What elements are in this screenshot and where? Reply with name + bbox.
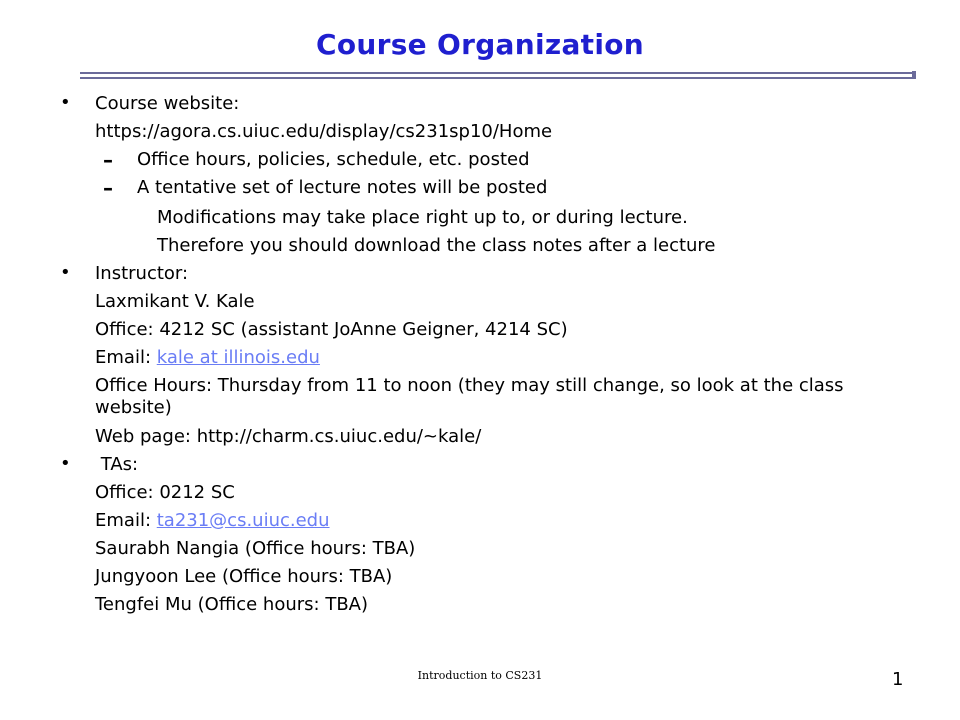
website-sub-lecture-notes: A tentative set of lecture notes will be posted [137, 177, 548, 198]
bullet-icon: • [60, 262, 71, 283]
tas-email [95, 510, 330, 532]
instructor-email [95, 347, 320, 369]
ta-jungyoon: Jungyoon Lee (Office hours: TBA) [95, 566, 393, 587]
instructor-web-page: Web page: http://charm.cs.uiuc.edu/~kale/ [95, 426, 482, 447]
dash-icon: – [103, 176, 113, 200]
instructor-email-label: Email: [95, 347, 157, 368]
instructor-name: Laxmikant V. Kale [95, 291, 255, 312]
dash-icon: – [103, 148, 113, 172]
website-url: https://agora.cs.uiuc.edu/display/cs231sp10/Home [95, 121, 553, 142]
tas-email-link[interactable]: ta231@cs.uiuc.edu [156, 510, 330, 531]
instructor-office: Office: 4212 SC (assistant JoAnne Geigner, 4214 SC) [95, 319, 568, 340]
instructor-label: Instructor: [95, 263, 189, 284]
page-number: 1 [892, 669, 904, 690]
tas-office: Office: 0212 SC [95, 482, 235, 503]
tas-label: TAs: [95, 454, 139, 475]
website-note-download: Therefore you should download the class notes after a lecture [157, 235, 716, 256]
instructor-office-hours: Office Hours: Thursday from 11 to noon (they may still change, so look at the class website) [95, 375, 844, 418]
website-label: Course website: [95, 93, 240, 114]
tas-email-label: Email: [95, 510, 157, 531]
ta-saurabh: Saurabh Nangia (Office hours: TBA) [95, 538, 416, 559]
instructor-email-link[interactable]: kale at illinois.edu [156, 347, 320, 368]
bullet-icon: • [60, 453, 71, 474]
ta-tengfei: Tengfei Mu (Office hours: TBA) [95, 594, 368, 615]
website-sub-office-hours: Office hours, policies, schedule, etc. posted [137, 149, 530, 170]
slide-footer: Introduction to CS231 [417, 669, 543, 682]
bullet-icon: • [60, 92, 71, 113]
website-note-modifications: Modifications may take place right up to, or during lecture. [157, 207, 688, 228]
slide-title: Course Organization [315, 28, 645, 61]
